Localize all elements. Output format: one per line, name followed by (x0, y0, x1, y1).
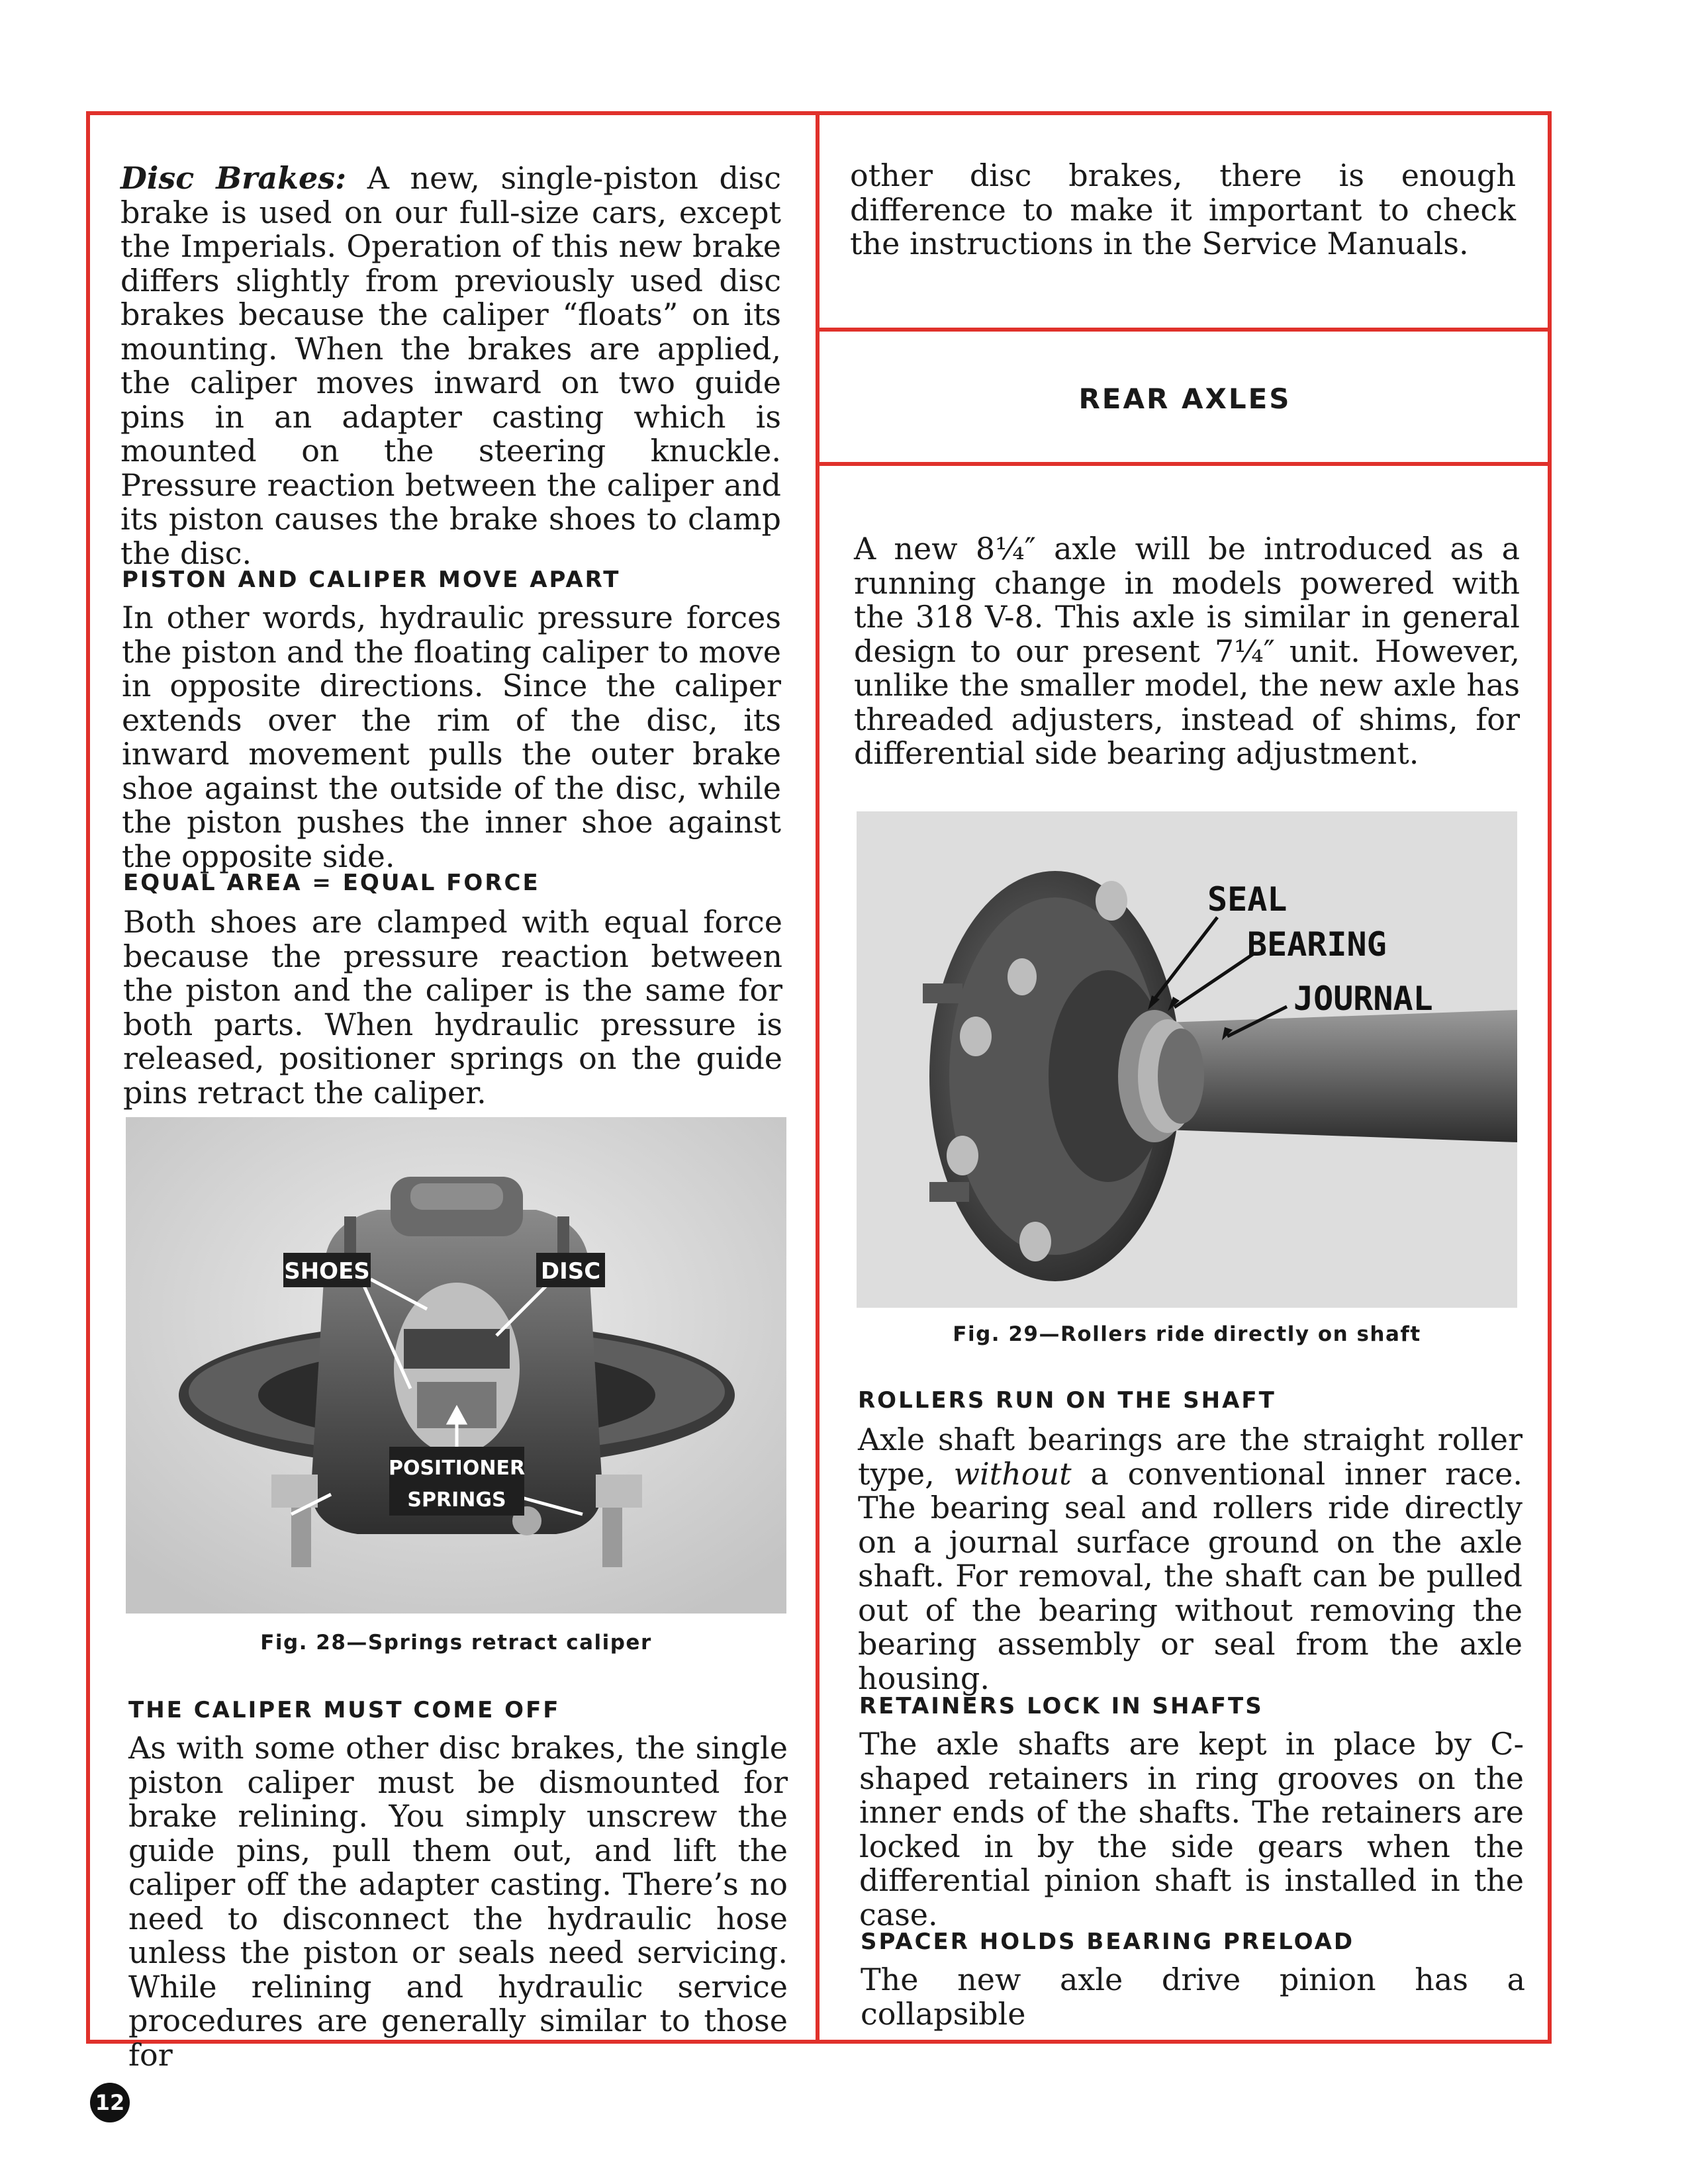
paragraph-rollers (858, 1423, 1523, 1696)
heading-caliper-off: THE CALIPER MUST COME OFF (128, 1697, 561, 1723)
continued-paragraph: other disc brakes, there is enough difference to make it important to check the instructions in the Service Manuals. (850, 158, 1516, 261)
axle-illustration (857, 811, 1517, 1308)
heading-rollers: ROLLERS RUN ON THE SHAFT (858, 1387, 1276, 1414)
paragraph-retainers: The axle shafts are kept in place by C-shaped retainers in ring grooves on the inner ends of the shafts. The retainers are locked in by the side gears when the differential pinion shaft is installed in the case. (859, 1726, 1524, 1933)
paragraph-equal-force: Both shoes are clamped with equal force because the pressure reaction between the piston and the caliper is the same for both parts. When hydraulic pressure is released, positioner springs on the guide pins retract the caliper. (123, 904, 782, 1111)
heading-piston-caliper: PISTON AND CALIPER MOVE APART (122, 567, 621, 593)
section-rule-bottom (816, 462, 1552, 466)
rollers-text-part-1: Axle shaft bearings are the straight roller type, (858, 1422, 1523, 1492)
heading-spacer: SPACER HOLDS BEARING PRELOAD (861, 1929, 1355, 1955)
fig29-label-seal: SEAL (1207, 880, 1288, 919)
figure-29-caption: Fig. 29—Rollers ride directly on shaft (953, 1322, 1421, 1346)
section-title-rear-axles: REAR AXLES (1078, 383, 1291, 415)
axle-size-7-quarter: 7¼″ (1214, 633, 1275, 669)
paragraph-spacer: The new axle drive pinion has a collapsible (861, 1962, 1525, 2032)
figure-28-photo (126, 1117, 786, 1614)
paragraph-new-axle (854, 532, 1520, 771)
heading-equal-force: EQUAL AREA = EQUAL FORCE (123, 870, 540, 896)
caliper-illustration (126, 1117, 786, 1614)
paragraph-piston-caliper: In other words, hydraulic pressure forces the piston and the floating caliper to move in opposite directions. Since the caliper extends over the rim of the disc, its inward movement pulls the outer brake shoe against the outside of the disc, while the piston pushes the inner shoe against the opposite side. (122, 600, 781, 874)
axle-text-part-3: unit. However, unlike the smaller model, the new axle has threaded adjusters, instead of shims, for differential side bearing adjustment. (854, 633, 1520, 771)
section-rule-top (816, 328, 1552, 332)
fig28-label-positioner: POSITIONER (388, 1457, 526, 1480)
heading-retainers: RETAINERS LOCK IN SHAFTS (859, 1693, 1264, 1719)
fig29-label-bearing: BEARING (1247, 925, 1387, 964)
axle-text-part-1: A new (854, 531, 976, 567)
intro-paragraph (120, 161, 781, 570)
figure-29-photo (857, 811, 1517, 1308)
fig29-label-journal: JOURNAL (1293, 979, 1433, 1018)
intro-text: A new, single-piston disc brake is used on our full-size cars, except the Imperials. Operation of this new brake differs slightly from previously used disc brakes because the caliper “floats” on its mounting. When the brakes are applied, the caliper moves inward on two guide pins in an adapter casting which is mounted on the steering knuckle. Pressure reaction between the caliper and its piston causes the brake shoes to clamp the disc. (120, 160, 781, 571)
rollers-text-part-2: a conventional inner race. The bearing seal and rollers ride directly on a journal surface ground on the axle shaft. For removal, the shaft can be pulled out of the bearing without removing the bearing assembly or seal from the axle housing. (858, 1455, 1523, 1696)
figure-28-caption: Fig. 28—Springs retract caliper (260, 1631, 652, 1655)
fig28-label-springs: SPRINGS (407, 1488, 506, 1512)
fig28-label-shoes: SHOES (284, 1258, 370, 1285)
rollers-emphasis: without (953, 1455, 1072, 1492)
intro-lead: Disc Brakes: (120, 160, 347, 196)
page-number: 12 (90, 2083, 130, 2122)
paragraph-caliper-off: As with some other disc brakes, the single piston caliper must be dismounted for brake relining. You simply unscrew the guide pins, pull them out, and lift the caliper off the adapter casting. There’s no need to disconnect the hydraulic hose unless the piston or seals need servicing. While relining and hydraulic service procedures are generally similar to those for (128, 1730, 788, 2073)
fig28-label-disc: DISC (540, 1258, 601, 1285)
axle-size-8-quarter: 8¼″ (975, 531, 1036, 567)
axle-text-part-2: axle will be introduced as a running change in models powered with the 318 V-8. This axle is similar in general design to our present (854, 531, 1521, 669)
